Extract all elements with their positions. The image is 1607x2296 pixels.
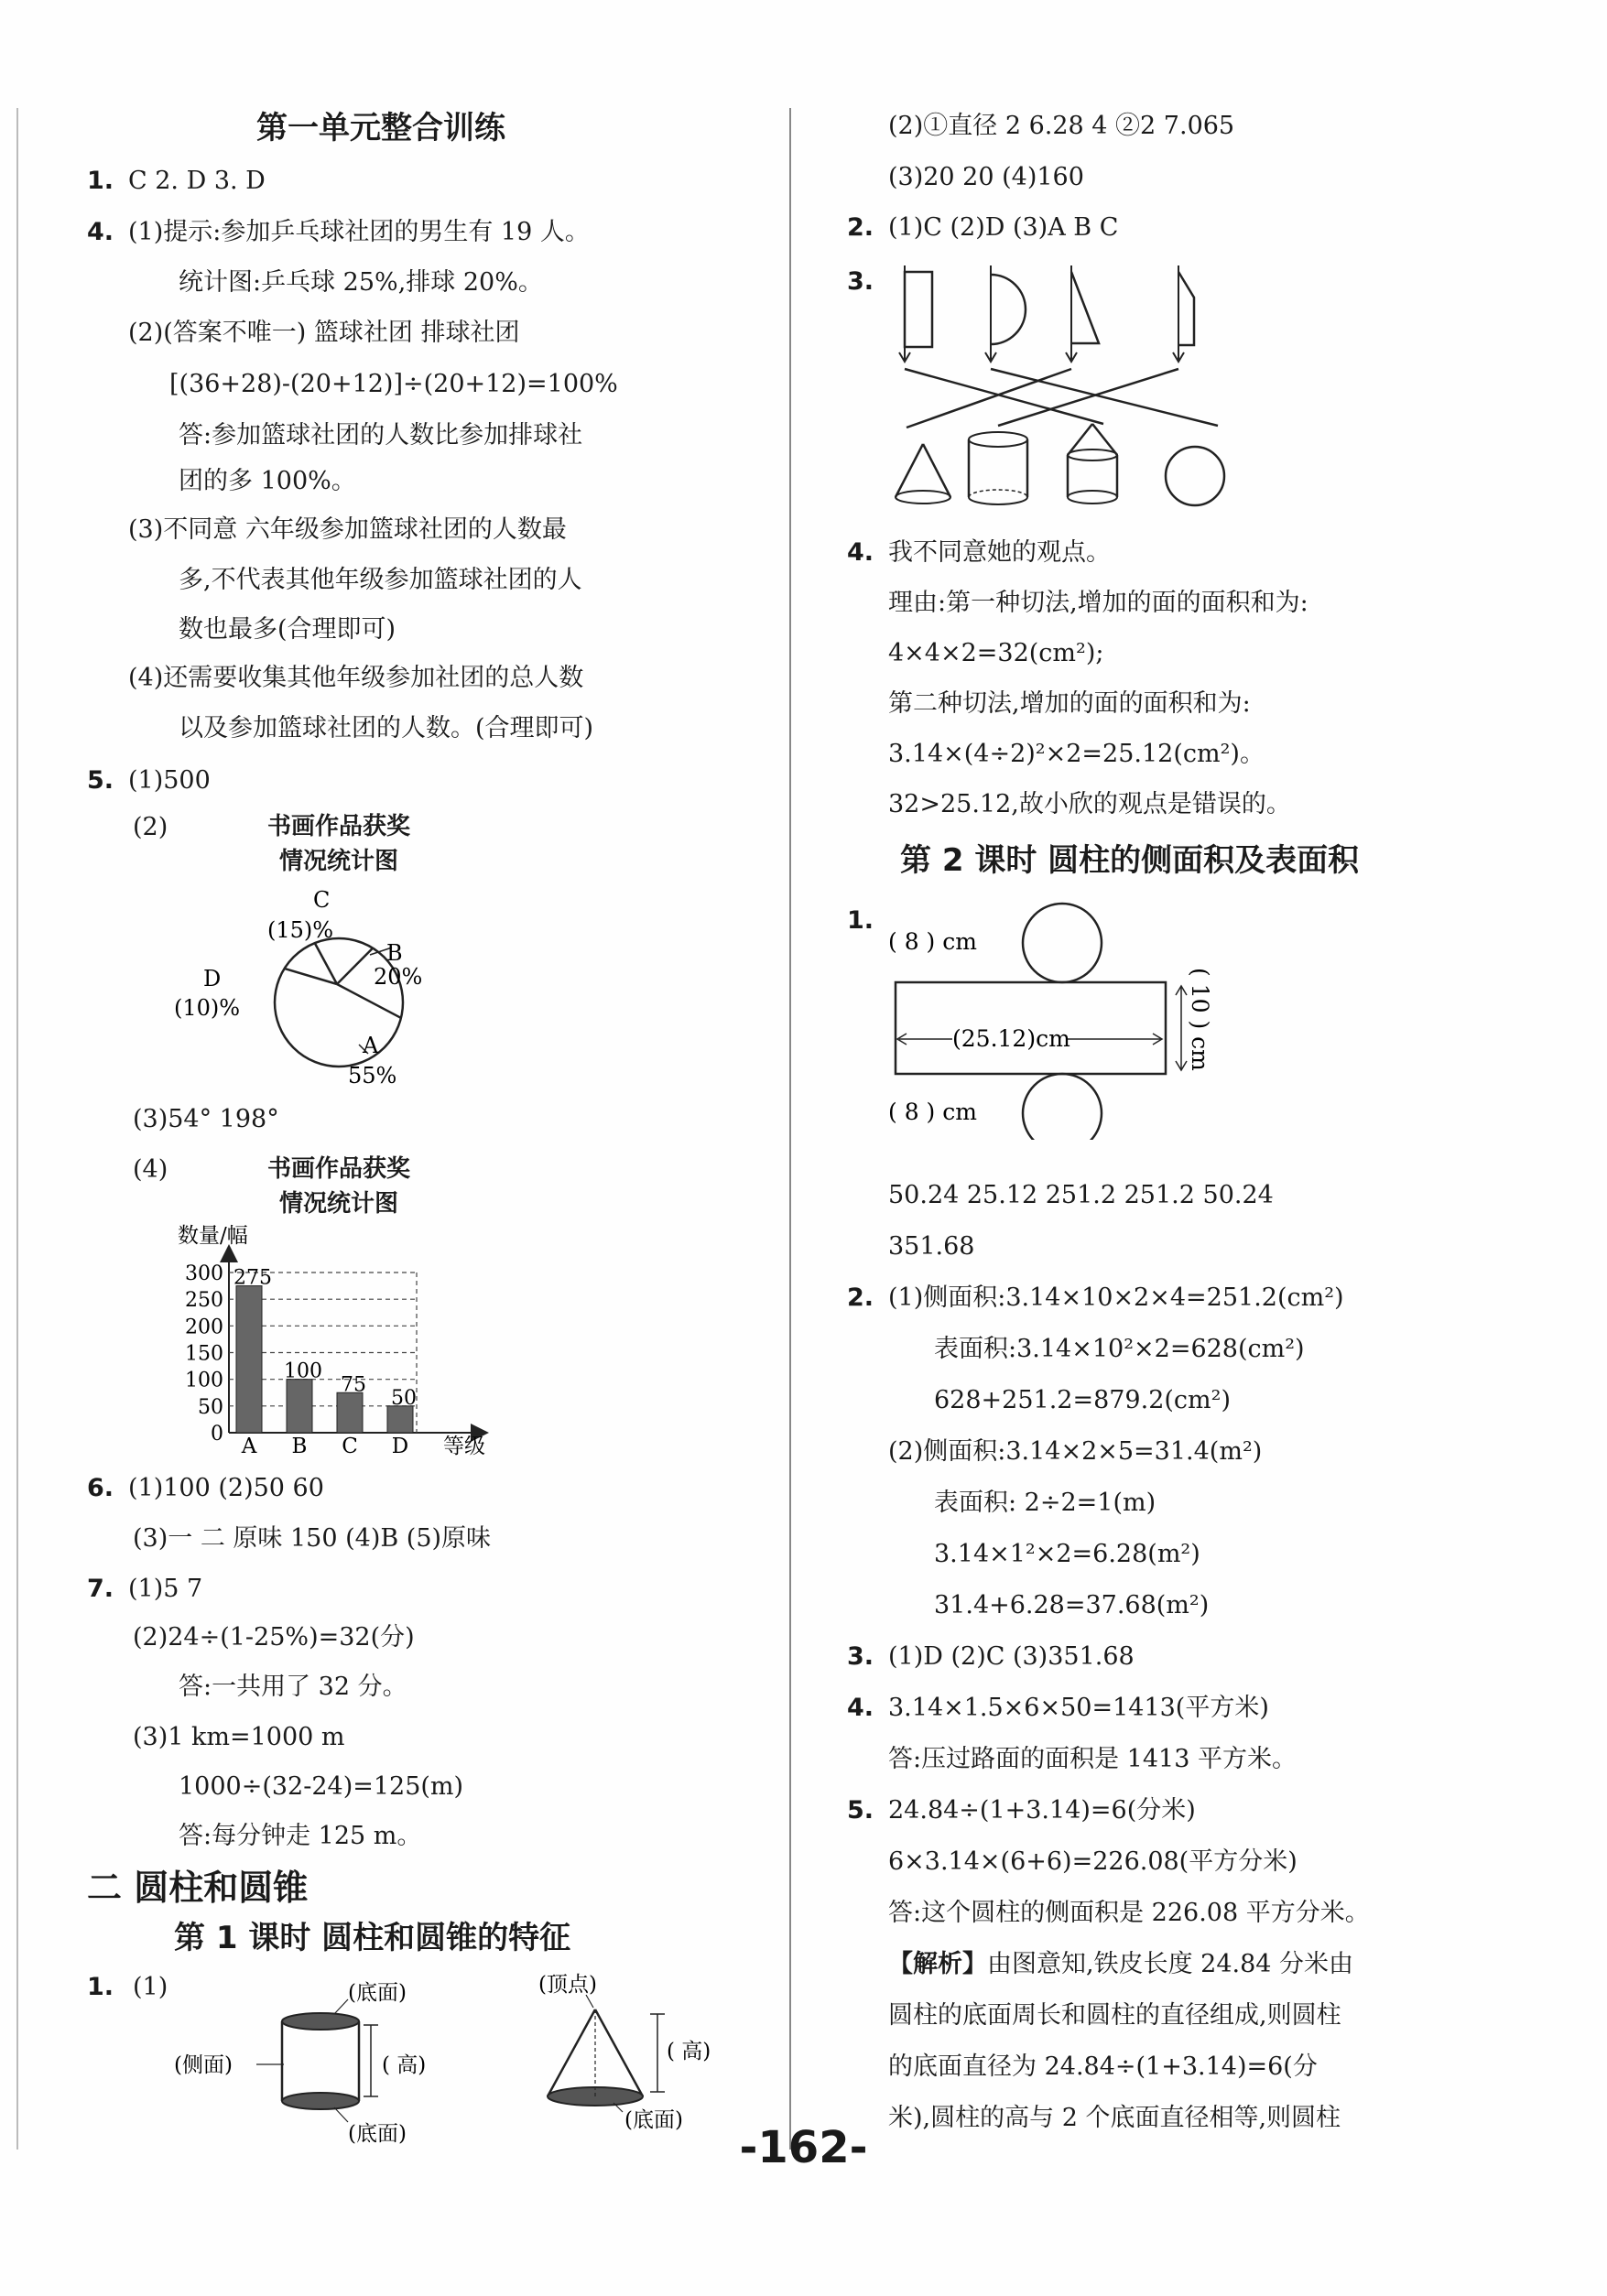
page-number: -162- [739, 2122, 868, 2173]
bar-ytick-label: 50 [198, 1395, 223, 1419]
cone-label: (顶点) [538, 1973, 597, 1997]
net-top-circle [1023, 904, 1102, 982]
bar-ytick-label: 200 [185, 1316, 223, 1339]
pie-value-b: 20% [374, 964, 423, 990]
q4-line: (3)不同意 六年级参加篮球社团的人数最 [128, 515, 567, 544]
shape-semicircle [985, 265, 1026, 362]
l2q2-number: 2. [847, 1283, 874, 1312]
cylinder-label: ( 高) [382, 2053, 427, 2077]
r-q4-line: 我不同意她的观点。 [888, 538, 1111, 567]
l2q3-number: 3. [847, 1642, 874, 1671]
r-q4-line: 3.14×(4÷2)²×2=25.12(cm²)。 [888, 740, 1265, 768]
l2q2-line: (2)侧面积:3.14×2×5=31.4(m²) [888, 1437, 1263, 1466]
q7-line: (3)1 km=1000 m [133, 1723, 345, 1751]
q4-line: 统计图:乒乓球 25%,排球 20%。 [179, 268, 543, 297]
net-top-diameter-label: ( 8 ) cm [888, 928, 977, 955]
cylinder-label: (底面) [348, 2122, 407, 2146]
bar-c [337, 1392, 363, 1433]
left-margin-line [16, 108, 18, 2150]
q4-line: 以及参加篮球社团的人数。(合理即可) [179, 714, 594, 742]
l2q5-number: 5. [847, 1796, 874, 1825]
net-bottom-diameter-label: ( 8 ) cm [888, 1099, 977, 1125]
pie-chart [156, 883, 458, 1103]
l2q2-line: (1)侧面积:3.14×10×2×4=251.2(cm²) [888, 1283, 1344, 1312]
l1q1-part: (1) [133, 1973, 168, 2001]
bar-ytick-label: 100 [185, 1369, 223, 1392]
solid-cone-on-cylinder [1068, 424, 1117, 504]
analysis-tag: 【解析】 [888, 1950, 987, 1978]
lesson1-title: 第 1 课时 圆柱和圆锥的特征 [174, 1920, 571, 1956]
q5-answer-1: (1)500 [128, 766, 211, 795]
bar-category-label: B [291, 1435, 308, 1458]
q7-line: 答:每分钟走 125 m。 [179, 1822, 422, 1850]
l2q3-answer: (1)D (2)C (3)351.68 [888, 1642, 1135, 1671]
q4-line: 答:参加篮球社团的人数比参加排球社 [179, 421, 583, 449]
r-q4-number: 4. [847, 538, 874, 567]
solid-cone [896, 444, 950, 504]
pie-label-a: A [363, 1033, 379, 1058]
q4-line: (1)提示:参加乒乓球社团的男生有 19 人。 [128, 218, 590, 246]
bar-chart [165, 1222, 513, 1469]
cone-diagram [522, 1964, 751, 2138]
shape-triangle [1066, 265, 1099, 362]
pie-value-c: (15)% [267, 917, 334, 943]
r-q4-line: 理由:第一种切法,增加的面的面积和为: [888, 589, 1308, 617]
q7-line: (1)5 7 [128, 1575, 203, 1603]
analysis-text: 圆柱的底面周长和圆柱的直径组成,则圆柱 [888, 2001, 1341, 2030]
q6-line: (1)100 (2)50 60 [128, 1474, 324, 1502]
match-line [905, 369, 1103, 424]
analysis-text: 由图意知,铁皮长度 24.84 分米由 [987, 1950, 1354, 1978]
pie-title-line1: 书画作品获奖 [266, 813, 410, 840]
pie-title-line2: 情况统计图 [278, 848, 398, 875]
cylinder-bottom-face [282, 2093, 359, 2109]
cylinder-top-face [282, 2013, 359, 2030]
l2q4-number: 4. [847, 1694, 874, 1722]
net-width-label: (25.12)cm [952, 1025, 1070, 1052]
bar-ytick-label: 250 [185, 1289, 223, 1313]
q4-line: 多,不代表其他年级参加篮球社团的人 [179, 566, 582, 594]
q1-answer: C 2. D 3. D [128, 167, 266, 195]
q4-line: 团的多 100%。 [179, 467, 356, 495]
column-divider [789, 108, 791, 2150]
bar-category-label: C [342, 1435, 358, 1458]
q4-line: [(36+28)-(20+12)]÷(20+12)=100% [169, 370, 618, 398]
q4-line: 数也最多(合理即可) [179, 615, 396, 644]
pie-label-d: D [203, 966, 222, 991]
q5-answer-3: (3)54° 198° [133, 1105, 279, 1133]
matching-diagram [879, 261, 1264, 522]
cone-label: ( 高) [667, 2040, 711, 2063]
bar-b [287, 1380, 312, 1433]
shape-rectangle [899, 265, 932, 362]
bar-ylabel: 数量/幅 [178, 1224, 248, 1248]
bar-d [387, 1406, 413, 1433]
q7-number: 7. [87, 1575, 114, 1603]
l2q1-answers: 351.68 [888, 1232, 975, 1261]
bar-value-label: 275 [233, 1266, 272, 1290]
cylinder-net-diagram [879, 902, 1227, 1140]
cylinder-label: (底面) [348, 1981, 407, 2005]
net-bottom-circle [1023, 1074, 1102, 1140]
pie-label-b: B [386, 940, 403, 966]
l2q4-line: 答:压过路面的面积是 1413 平方米。 [888, 1745, 1297, 1773]
net-height-label: ( 10 ) cm [1187, 968, 1213, 1071]
pie-slice-boundary [337, 948, 373, 984]
l2q4-line: 3.14×1.5×6×50=1413(平方米) [888, 1694, 1269, 1722]
bar-xlabel: 等级 [443, 1435, 485, 1458]
q4-line: (2)(答案不唯一) 篮球社团 排球社团 [128, 319, 520, 347]
bar-title-line2: 情况统计图 [278, 1190, 398, 1218]
pie-label-c: C [313, 887, 331, 913]
r-q2-number: 2. [847, 213, 874, 242]
bar-ytick-label: 300 [185, 1262, 223, 1285]
r-q2-answer: (1)C (2)D (3)A B C [888, 213, 1119, 242]
l2q1-number: 1. [847, 906, 874, 935]
q1-number: 1. [87, 167, 114, 195]
solid-cylinder [969, 432, 1027, 504]
q4-number: 4. [87, 218, 114, 246]
bar-value-label: 50 [391, 1386, 417, 1410]
l2q2-line: 表面积: 2÷2=1(m) [934, 1489, 1156, 1517]
q7-line: (2)24÷(1-25%)=32(分) [133, 1623, 415, 1652]
solid-sphere [1166, 447, 1224, 505]
pie-outline [275, 938, 403, 1067]
match-line [907, 369, 1071, 428]
q4-line: (4)还需要收集其他年级参加社团的总人数 [128, 664, 584, 692]
section-title: 第一单元整合训练 [256, 110, 505, 146]
cylinder-label: (侧面) [174, 2053, 233, 2077]
q5-number: 5. [87, 766, 114, 795]
lesson2-title: 第 2 课时 圆柱的侧面积及表面积 [900, 842, 1360, 879]
q5-answer-2: (2) [133, 813, 168, 841]
analysis-text: 的底面直径为 24.84÷(1+3.14)=6(分 [888, 2052, 1318, 2081]
bar-value-label: 100 [284, 1359, 322, 1383]
analysis-first-line [888, 1950, 1353, 1979]
bar-a [236, 1286, 262, 1433]
bar-title-line1: 书画作品获奖 [266, 1155, 410, 1183]
l2q2-line: 628+251.2=879.2(cm²) [934, 1386, 1231, 1414]
bar-value-label: 75 [341, 1373, 366, 1397]
r-q3-number: 3. [847, 267, 874, 296]
bar-category-label: A [241, 1435, 257, 1458]
q6-line: (3)一 二 原味 150 (4)B (5)原味 [133, 1524, 492, 1553]
unit-title: 二 圆柱和圆锥 [87, 1868, 309, 1908]
q7-line: 答:一共用了 32 分。 [179, 1673, 407, 1701]
l1q1-number: 1. [87, 1973, 114, 2001]
r-q4-line: 第二种切法,增加的面的面积和为: [888, 689, 1251, 718]
l2q2-line: 31.4+6.28=37.68(m²) [934, 1591, 1210, 1619]
l2q2-line: 表面积:3.14×10²×2=628(cm²) [934, 1335, 1305, 1363]
q7-line: 1000÷(32-24)=125(m) [179, 1772, 464, 1801]
r-q4-line: 4×4×2=32(cm²); [888, 639, 1104, 667]
analysis-text: 米),圆柱的高与 2 个底面直径相等,则圆柱 [888, 2104, 1341, 2132]
bar-category-label: D [391, 1435, 409, 1458]
l2q2-line: 3.14×1²×2=6.28(m²) [934, 1540, 1200, 1568]
r-q4-line: 32>25.12,故小欣的观点是错误的。 [888, 790, 1291, 818]
pie-value-d: (10)% [174, 995, 241, 1021]
continued-line: (3)20 20 (4)160 [888, 163, 1084, 191]
l2q1-answers: 50.24 25.12 251.2 251.2 50.24 [888, 1181, 1274, 1209]
shape-trapezoid [1173, 265, 1194, 362]
l2q5-line: 24.84÷(1+3.14)=6(分米) [888, 1796, 1196, 1825]
l2q5-line: 答:这个圆柱的侧面积是 226.08 平方分米。 [888, 1899, 1370, 1927]
bar-ytick-label: 0 [211, 1423, 223, 1446]
l2q5-line: 6×3.14×(6+6)=226.08(平方分米) [888, 1847, 1298, 1876]
continued-line: (2)①直径 2 6.28 4 ②2 7.065 [888, 112, 1235, 140]
bar-ytick-label: 150 [185, 1342, 223, 1366]
pie-value-a: 55% [348, 1063, 397, 1088]
cone-label: (底面) [624, 2108, 683, 2132]
q5-answer-4: (4) [133, 1155, 168, 1184]
q6-number: 6. [87, 1474, 114, 1502]
